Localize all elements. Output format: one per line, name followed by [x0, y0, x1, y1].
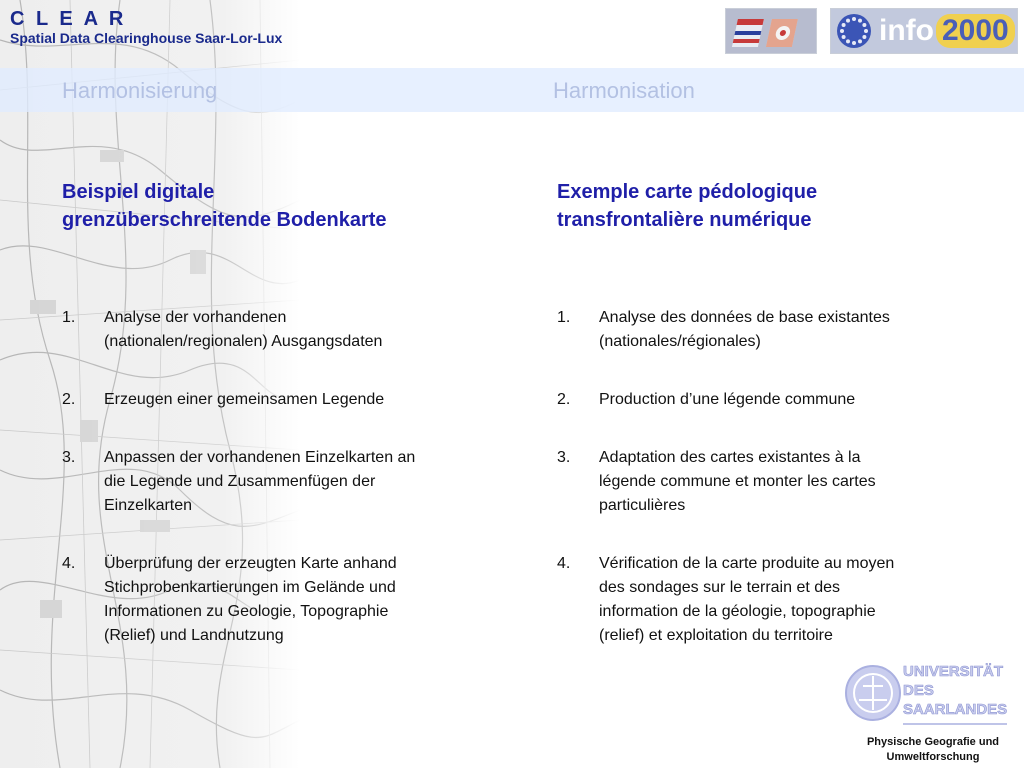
list-item-line: Überprüfung der erzeugten Karte anhand [104, 555, 397, 572]
list-item [557, 552, 987, 648]
list-item-number: 3. [557, 449, 571, 466]
list-item-line: Einzelkarten [104, 497, 193, 514]
info-logo-text: info [879, 14, 934, 47]
list-item-number: 3. [62, 449, 76, 466]
list-item [62, 388, 512, 412]
flags-logo [725, 8, 817, 54]
list-item-line: (nationales/régionales) [599, 333, 761, 350]
list-item-text [104, 446, 512, 518]
list-item-line: Erzeugen einer gemeinsamen Legende [104, 391, 385, 408]
right-heading-line1: Exemple carte pédologique [557, 181, 818, 203]
list-item-number: 2. [62, 391, 76, 408]
list-item-line: (Relief) und Landnutzung [104, 627, 284, 644]
list-item-line: Anpassen der vorhandenen Einzelkarten an [104, 449, 416, 466]
flags-icon [726, 9, 817, 54]
list-item [557, 446, 987, 518]
list-item-number: 1. [557, 309, 571, 326]
list-item [557, 388, 987, 412]
right-heading-line2: transfrontalière numérique [557, 209, 812, 231]
list-item-number: 1. [62, 309, 76, 326]
list-item-text [104, 552, 512, 648]
list-item-line: Adaptation des cartes existantes à la [599, 449, 861, 466]
list-item-line: Stichprobenkartierungen im Gelände und [104, 579, 396, 596]
list-item [62, 552, 512, 648]
list-item-number: 4. [557, 555, 571, 572]
eu-stars-icon [835, 12, 873, 50]
left-heading-line1: Beispiel digitale [62, 181, 215, 203]
university-logo [845, 660, 1015, 730]
right-column-title: Harmonisation [553, 78, 695, 103]
list-item-line: légende commune et monter les cartes [599, 473, 876, 490]
list-item [62, 306, 512, 354]
list-item-line: (relief) et exploitation du territoire [599, 627, 833, 644]
list-item-line: particulières [599, 497, 686, 514]
university-name-line2: DES [903, 682, 934, 699]
list-item-text [599, 552, 987, 648]
list-item-number: 4. [62, 555, 76, 572]
app-subtitle: Spatial Data Clearinghouse Saar-Lor-Lux [10, 30, 283, 46]
app-title: C L E A R [10, 8, 127, 30]
list-item-line: Production d’une légende commune [599, 391, 856, 408]
info-logo-year: 2000 [936, 14, 1015, 48]
left-steps-list [62, 306, 512, 682]
right-steps-list [557, 306, 987, 682]
list-item-line: (nationalen/regionalen) Ausgangsdaten [104, 333, 383, 350]
university-name-line1: UNIVERSITÄT [903, 663, 1004, 680]
list-item-line: Analyse des données de base existantes [599, 309, 890, 326]
left-heading-line2: grenzüberschreitende Bodenkarte [62, 209, 387, 231]
left-column-title: Harmonisierung [62, 78, 218, 103]
list-item-text [599, 446, 987, 518]
left-heading [62, 178, 532, 234]
list-item-line: Informationen zu Geologie, Topographie [104, 603, 389, 620]
list-item-number: 2. [557, 391, 571, 408]
list-item [62, 446, 512, 518]
department-line2: Umweltforschung [886, 751, 980, 763]
list-item-text [104, 306, 512, 354]
list-item-text [599, 306, 987, 354]
right-heading [557, 178, 997, 234]
list-item-line: Vérification de la carte produite au moyen [599, 555, 895, 572]
list-item-text [104, 388, 512, 412]
list-item-text [599, 388, 987, 412]
list-item-line: Analyse der vorhandenen [104, 309, 287, 326]
list-item-line: des sondages sur le terrain et des [599, 579, 841, 596]
department-line1: Physische Geografie und [866, 736, 1000, 748]
university-name-line3: SAARLANDES [903, 701, 1008, 718]
list-item [557, 306, 987, 354]
info2000-logo [830, 8, 1018, 54]
list-item-line: information de la géologie, topographie [599, 603, 876, 620]
department-label [844, 735, 1022, 765]
list-item-line: die Legende und Zusammenfügen der [104, 473, 376, 490]
header [10, 8, 282, 46]
